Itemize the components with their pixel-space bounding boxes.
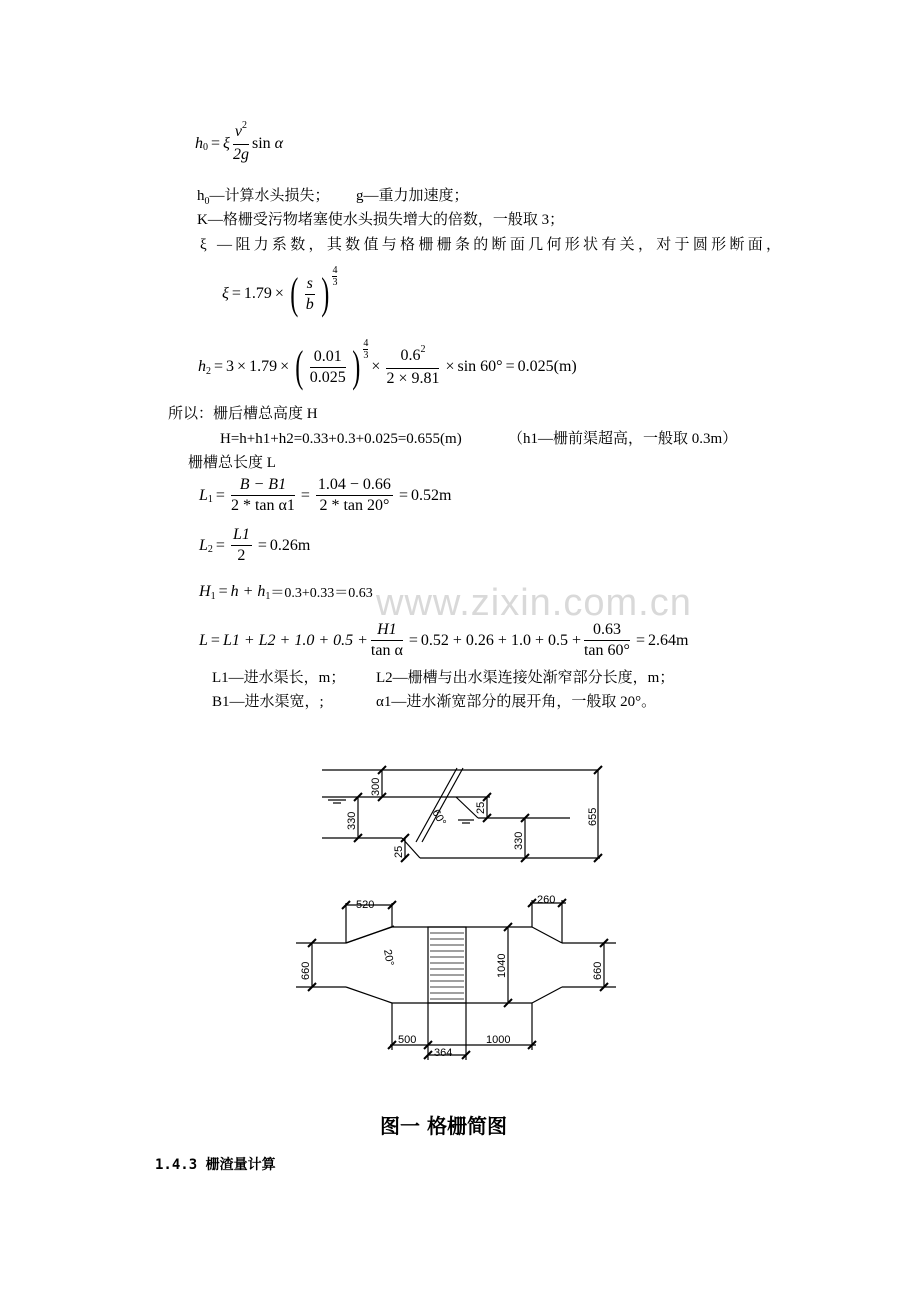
equation-h2: h 2 = 3 × 1.79 × ( $\frac{0.01}{0.025}$ ) $\frac{4}{3}$ × $\frac{0.6^2}{2 \times 9.81}$ × sin 60° = 0.025(m) [198, 337, 577, 391]
dim-60-angle: 60° [429, 807, 449, 828]
equation-L: L = L1 + L2 + 1.0 + 0.5 + $\frac{H1}{\text{tan α}}$ = 0.52 + 0.26 + 1.0 + 0.5 + $\frac{0.63}{\tan 60^\circ}$ = 2.64m [199, 621, 689, 659]
total-height-note: （h1—栅前渠超高，一般取 0.3m） [508, 431, 738, 447]
total-height-intro: 所以：栅后槽总高度 H [168, 406, 318, 422]
dim-25-mid: 25 [475, 801, 487, 814]
equation-L1: L 1 = $\frac{B - B1}{\text{2 * tan α1}}$ = $\frac{1.04 - 0.66}{2 * \tan 20^\circ}$ = 0.52m [199, 476, 452, 514]
legend-L1: L1—进水渠长，m； [212, 670, 346, 686]
watermark: www.zixin.com.cn [376, 582, 692, 624]
total-height-formula: H=h+h1+h2=0.33+0.3+0.025=0.655(m) [220, 431, 462, 447]
dim-520: 520 [356, 899, 375, 911]
dim-660-right: 660 [592, 961, 604, 980]
legend-a1: α1—进水渐宽部分的展开角，一般取 20°。 [376, 694, 657, 710]
dim-25-bottom: 25 [393, 845, 405, 858]
def-h0: $h_0—$计算水头损失； [197, 188, 330, 207]
dim-364: 364 [434, 1047, 453, 1059]
dim-330-right: 330 [513, 831, 525, 850]
legend-B1: B1—进水渠宽，; [212, 694, 324, 710]
total-length-label: 栅槽总长度 L [188, 455, 276, 471]
fraction: $\frac{v^2}{2g}$ [232, 120, 249, 163]
dim-500: 500 [398, 1034, 417, 1046]
def-xi: ξ —阻力系数，其数值与格栅栅条的断面几何形状有关，对于圆形断面， [200, 237, 785, 253]
legend-L2: L2—栅槽与出水渠连接处渐窄部分长度，m； [376, 670, 675, 686]
def-K: K—格栅受污物堵塞使水头损失增大的倍数，一般取 3； [197, 212, 565, 228]
equation-xi: ξ = 1.79 × ( $\frac{s}{b}$ ) 4 3 [222, 264, 338, 318]
dim-300: 300 [370, 777, 382, 796]
dim-330-left: 330 [346, 811, 358, 830]
def-g: g—重力加速度； [356, 188, 469, 204]
dim-1040: 1040 [496, 953, 508, 978]
equation-H1: H 1 = h + h 1 ＝0.3+0.33＝0.63 [199, 583, 373, 602]
section-heading: 1.4.3 栅渣量计算 [155, 1157, 276, 1173]
figure-caption: 图一 格栅简图 [380, 1114, 507, 1138]
equation-h0: h 0 = ξ $\frac{v^2}{2g}$ sin α [195, 120, 284, 163]
dim-660-left: 660 [300, 961, 312, 980]
dim-260: 260 [537, 894, 556, 906]
dim-655: 655 [587, 807, 599, 826]
dim-1000: 1000 [486, 1034, 511, 1046]
equation-L2: L 2 = $\frac{L1}{2}$ = 0.26m [199, 526, 311, 564]
dim-20-angle: 20° [381, 948, 396, 967]
